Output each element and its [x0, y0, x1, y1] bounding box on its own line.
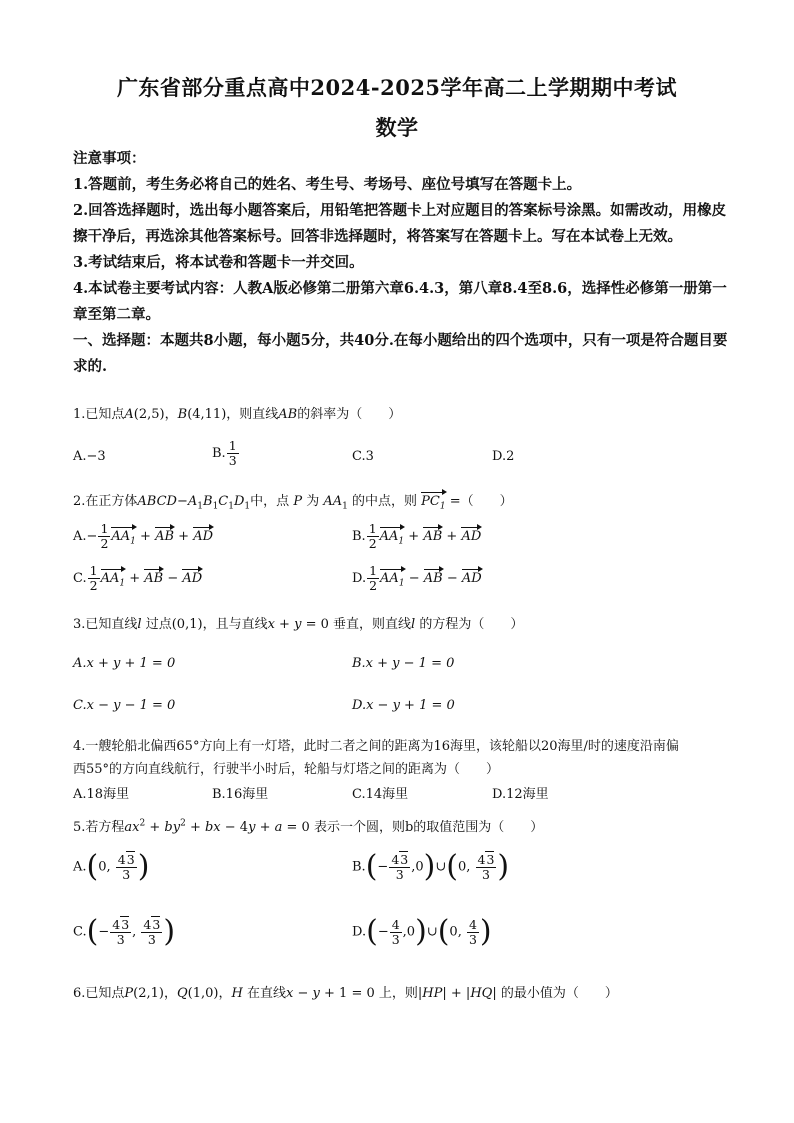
question-4-line-1: 4.一艘轮船北偏西65°方向上有一灯塔，此时二者之间的距离为16海里，该轮船以20海里/时的速度沿南偏: [73, 739, 679, 754]
notice-item-2: 2.回答选择题时，选出每小题答案后，用铅笔把答题卡上对应题目的答案标号涂黑。如需改动，用橡皮擦干净后，再选涂其他答案标号。回答非选择题时，将答案写在答题卡上。写在本试卷上无效。: [73, 202, 727, 245]
exam-subject: 数学: [375, 115, 419, 140]
q1-option-a: A.−3: [73, 449, 106, 464]
q3-option-b: B.x + y − 1 = 0: [352, 656, 455, 671]
q4-option-a: A.18海里: [73, 787, 130, 802]
q5-option-c: C.(− $\frac{43}{3}$ , $\frac{43}{3}$ ): [73, 914, 176, 949]
question-4-line-2: 西55°的方向直线航行，行驶半小时后，轮船与灯塔之间的距离为（ ）: [73, 762, 500, 777]
section-heading: 一、选择题：本题共8小题，每小题5分，共40分.在每小题给出的四个选项中，只有一项是符合题目要求的.: [73, 332, 728, 375]
q3-option-d: D.x − y + 1 = 0: [352, 698, 455, 713]
question-2-stem: 2.在正方体$ABCD-A_1B_1C_1D_1$中，点 P 为 $AA_1$ 的中点，则 $PC_1$ =（ ）: [73, 490, 513, 512]
q2-option-d: D. $\frac{1}{2}$ $AA_1$ − AB − AD: [352, 563, 482, 593]
question-3-stem: 3.已知直线l 过点(0,1)，且与直线x + y = 0 垂直，则直线l 的方程为（ ）: [73, 617, 524, 632]
q2-option-c: C. $\frac{1}{2}$ $AA_1$ + AB − AD: [73, 563, 203, 593]
notice-block: [73, 146, 733, 380]
q1-option-c: C.3: [352, 449, 374, 464]
q2-option-a: A.− $\frac{1}{2}$ $AA_1$ + AB + AD: [73, 521, 214, 551]
q4-option-d: D.12海里: [492, 787, 549, 802]
question-1-stem: 1.已知点A(2,5)，B(4,11)，则直线AB的斜率为（ ）: [73, 407, 402, 422]
q3-option-a: A.x + y + 1 = 0: [73, 656, 176, 671]
q2-option-b: B. $\frac{1}{2}$ $AA_1$ + AB + AD: [352, 521, 482, 551]
q5-option-d: D.(− $\frac{4}{3}$ ,0)∪(0, $\frac{4}{3}$ ): [352, 914, 492, 949]
exam-title: 广东省部分重点高中2024-2025学年高二上学期期中考试: [116, 75, 678, 100]
question-6-stem: 6.已知点P(2,1)，Q(1,0)，H 在直线x − y + 1 = 0 上，则|HP| + |HQ| 的最小值为（ ）: [73, 986, 618, 1001]
notice-heading: 注意事项：: [73, 150, 146, 167]
notice-item-4: 4.本试卷主要考试内容：人教A版必修第二册第六章6.4.3，第八章8.4至8.6，选择性必修第一册第一章至第二章。: [73, 280, 727, 323]
notice-item-3: 3.考试结束后，将本试卷和答题卡一并交回。: [73, 254, 364, 271]
q5-option-b: B.(− $\frac{43}{3}$ ,0)∪(0, $\frac{43}{3}$ ): [352, 849, 510, 884]
question-5-stem: 5.若方程$ax^2 + by^2$ + bx − 4y + a = 0 表示一个圆，则b的取值范围为（ ）: [73, 818, 544, 835]
q4-option-c: C.14海里: [352, 787, 409, 802]
q3-option-c: C.x − y − 1 = 0: [73, 698, 176, 713]
q4-option-b: B.16海里: [212, 787, 269, 802]
notice-item-1: 1.答题前，考生务必将自己的姓名、考生号、考场号、座位号填写在答题卡上。: [73, 176, 582, 193]
q1-option-b: B. $\frac{1}{3}$: [212, 438, 237, 468]
q5-option-a: A.(0, $\frac{43}{3}$ ): [73, 849, 150, 884]
q1-option-d: D.2: [492, 449, 515, 464]
